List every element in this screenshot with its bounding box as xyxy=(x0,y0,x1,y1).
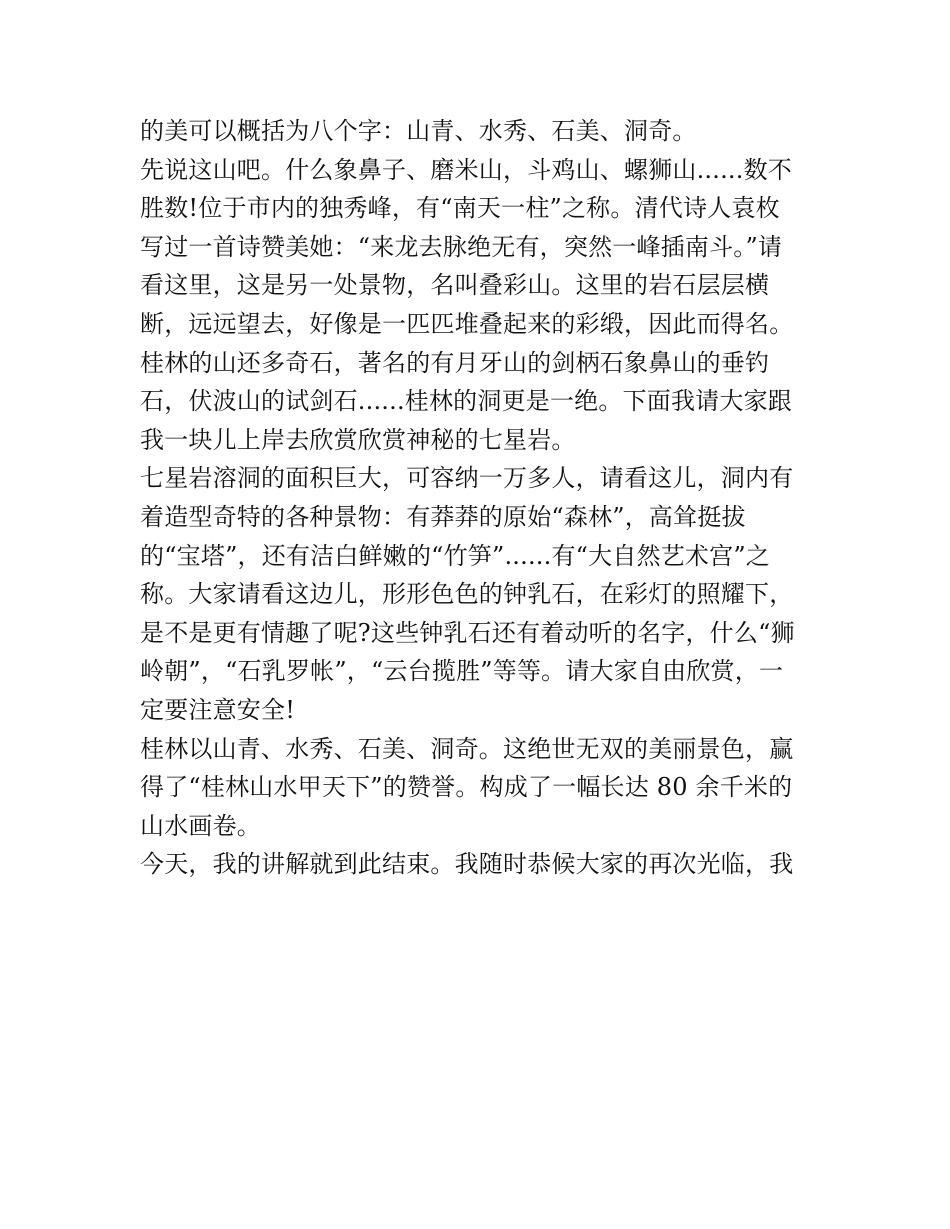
text-line: 定要注意安全! xyxy=(140,695,296,724)
text-line: 得了“桂林山水甲天下”的赞誉。构成了一幅长达 80 余千米的 xyxy=(140,773,793,802)
text-line: 今天，我的讲解就到此结束。我随时恭候大家的再次光临，我 xyxy=(140,850,794,879)
text-line: 桂林的山还多奇石，著名的有月牙山的剑柄石象鼻山的垂钓 xyxy=(140,348,770,377)
text-line: 石，伏波山的试剑石......桂林的洞更是一绝。下面我请大家跟 xyxy=(140,387,792,416)
text-line: 称。大家请看这边儿，形形色色的钟乳石，在彩灯的照耀下， xyxy=(140,580,794,609)
text-line: 的美可以概括为八个字：山青、水秀、石美、洞奇。 xyxy=(140,117,697,145)
text-line: 胜数!位于市内的独秀峰，有“南天一柱”之称。清代诗人袁枚 xyxy=(140,194,780,223)
text-line: 是不是更有情趣了呢?这些钟乳石还有着动听的名字，什么“狮 xyxy=(140,618,795,647)
body-text xyxy=(140,112,840,884)
text-line: 断，远远望去，好像是一匹匹堆叠起来的彩缎，因此而得名。 xyxy=(140,309,794,338)
text-line: 看这里，这是另一处景物，名叫叠彩山。这里的岩石层层横 xyxy=(140,271,770,300)
text-line: 先说这山吧。什么象鼻子、磨米山，斗鸡山、螺狮山......数不 xyxy=(140,155,792,184)
text-line: 着造型奇特的各种景物：有莽莽的原始“森林”，高耸挺拔 xyxy=(140,502,746,531)
text-line: 七星岩溶洞的面积巨大，可容纳一万多人，请看这儿，洞内有 xyxy=(140,464,794,493)
text-line: 岭朝”，“石乳罗帐”，“云台揽胜”等等。请大家自由欣赏，一 xyxy=(140,657,784,686)
text-line: 的“宝塔”，还有洁白鲜嫩的“竹笋”......有“大自然艺术宫”之 xyxy=(140,541,770,570)
text-line: 写过一首诗赞美她：“来龙去脉绝无有，突然一峰插南斗。”请 xyxy=(140,232,783,261)
text-line: 桂林以山青、水秀、石美、洞奇。这绝世无双的美丽景色，赢 xyxy=(140,734,794,763)
text-line: 山水画卷。 xyxy=(140,811,261,840)
text-line: 我一块儿上岸去欣赏欣赏神秘的七星岩。 xyxy=(140,425,576,454)
